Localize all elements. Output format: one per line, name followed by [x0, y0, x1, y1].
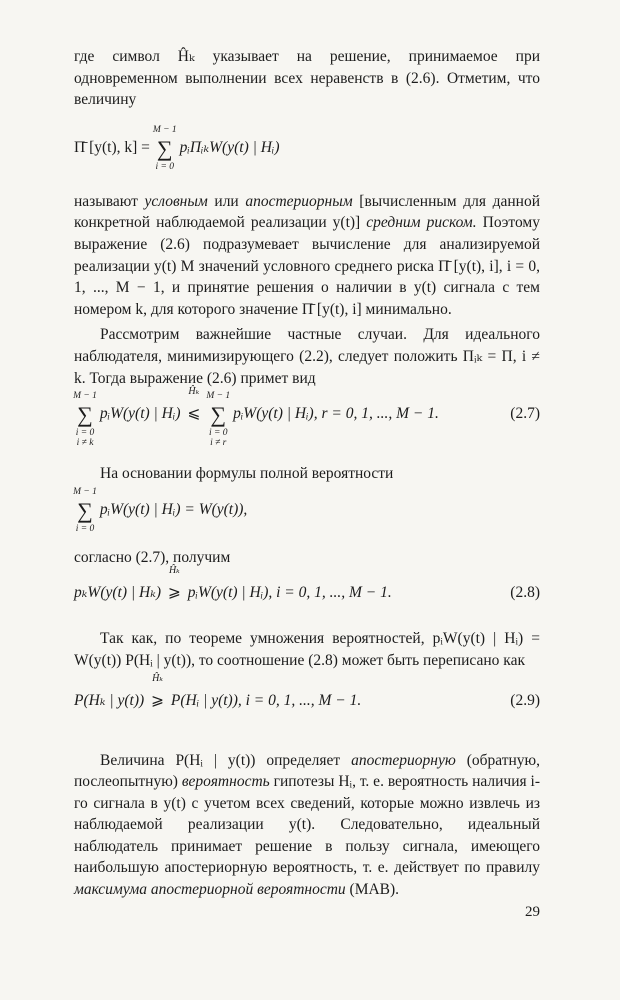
- paragraph-2-c: Поэтому выражение (2.6) подразумевает вычисление для анализируемой реализации y(t) M значений условного среднего риска Π̄ [y(t), i], i = 0, 1, ..., M − 1, и принятие решения о наличии в y(t) сигнала с тем номером k, для которого значение Π̄ [y(t), i] минимально.: [74, 214, 540, 318]
- formula-2-sum-2-bottom: i = 0: [208, 428, 228, 439]
- equation-number-2-9: (2.9): [510, 691, 540, 709]
- formula-2-sum-2-bottom-2: i ≠ r: [210, 438, 227, 449]
- formula-2-sum-1: ∑ M − 1 i = 0 i ≠ k: [73, 391, 97, 449]
- equation-number-2-7: (2.7): [510, 405, 540, 423]
- formula-3-rhs: pᵢW(y(t) | Hᵢ) = W(y(t)),: [99, 500, 248, 518]
- paragraph-1: где символ Ĥₖ указывает на решение, принимаемое при одновременном выполнении всех неравенств в (2.6). Отметим, что величину: [74, 48, 540, 109]
- term-map-rule: максимума апостериорной вероятности: [74, 881, 346, 899]
- term-conditional: условным: [144, 192, 208, 210]
- formula-2-relation-label: Ĥₖ: [188, 386, 200, 398]
- formula-5-relation: [148, 672, 167, 712]
- formula-2-mid: pᵢW(y(t) | Hᵢ): [99, 405, 181, 423]
- paragraph-5: согласно (2.7), получим: [74, 548, 231, 566]
- formula-1-sum: ∑ M − 1 i = 0: [152, 124, 177, 172]
- paragraph-7-a: Величина P(Hᵢ | y(t)) определяет: [100, 751, 352, 769]
- formula-1-sum-bottom: i = 0: [155, 161, 175, 172]
- term-average-risk: средним риском.: [366, 214, 477, 232]
- formula-5-lhs: P(Hₖ | y(t)): [74, 691, 145, 709]
- term-aposteriori-2: апостериорную: [351, 751, 456, 769]
- formula-4-relation: [165, 565, 184, 604]
- paragraph-2-or: или: [207, 192, 246, 210]
- formula-2-relation: [184, 386, 203, 425]
- formula-2-7: [73, 386, 540, 457]
- formula-2-sum-1-top: M − 1: [73, 391, 97, 402]
- formula-5-rhs: P(Hᵢ | y(t)), i = 0, 1, ..., M − 1.: [170, 691, 362, 709]
- formula-2-sum-1-bottom-2: i ≠ k: [76, 438, 94, 449]
- formula-2-relation-sign: ⩽: [187, 405, 201, 423]
- formula-total-probability: [74, 485, 540, 545]
- formula-4-relation-sign: ⩾: [167, 584, 181, 602]
- formula-2-9: [74, 672, 540, 736]
- formula-4-relation-label: Ĥₖ: [168, 565, 180, 577]
- paragraph-3: Рассмотрим важнейшие частные случаи. Для идеального наблюдателя, минимизирующего (2.2), следует положить Πᵢₖ = Π, i ≠ k. Тогда выражение (2.6) примет вид: [74, 326, 540, 387]
- equation-number-2-8: (2.8): [510, 584, 540, 602]
- page-body: [74, 46, 540, 901]
- formula-5-relation-label: Ĥₖ: [152, 672, 163, 684]
- paragraph-4: На основании формулы полной вероятности: [100, 465, 394, 483]
- paragraph-2-a: называют: [74, 192, 145, 210]
- page-number: 29: [525, 904, 540, 920]
- paragraph-7-b: (обратную, послеопытную): [74, 751, 540, 791]
- formula-2-sum-2-top: M − 1: [206, 391, 231, 402]
- term-probability: вероятность: [181, 773, 270, 791]
- formula-3-sum-bottom: i = 0: [75, 523, 95, 534]
- formula-3-sum-top: M − 1: [73, 486, 97, 497]
- formula-2-sum-2: ∑ M − 1 i = 0 i ≠ r: [206, 391, 231, 449]
- formula-4-lhs: pₖW(y(t) | Hₖ): [74, 584, 162, 602]
- formula-5-relation-sign: ⩾: [151, 691, 165, 709]
- formula-1-sum-top: M − 1: [152, 124, 177, 135]
- formula-conditional-risk: [74, 119, 540, 187]
- paragraph-7-c: гипотезы Hᵢ, т. е. вероятность наличия i-го сигнала в y(t) с учетом всех сведений, которые можно извлечь из наблюдаемой реализации y(t). Следовательно, идеальный наблюдатель принимает решение в пользу сигнала, имеющего наибольшую апостериорную вероятность, т. е. действует по правилу: [74, 773, 540, 877]
- paragraph-6: Так как, по теореме умножения вероятностей, pᵢW(y(t) | Hᵢ) = W(y(t)) P(Hᵢ | y(t)), то соотношение (2.8) может быть переписано как: [74, 630, 540, 669]
- paragraph-2: [74, 191, 540, 321]
- formula-2-sum-1-bottom: i = 0: [75, 428, 95, 439]
- formula-2-rhs: pᵢW(y(t) | Hᵢ), r = 0, 1, ..., M − 1.: [233, 405, 439, 423]
- formula-1-lhs: Π̄ [y(t), k] =: [74, 138, 150, 156]
- paragraph-7-d: (МАВ).: [345, 881, 400, 899]
- paragraph-7: [74, 750, 540, 901]
- formula-2-8: [74, 565, 540, 620]
- formula-1-rhs: pᵢΠᵢₖW(y(t) | Hᵢ): [179, 138, 280, 156]
- paragraph-2-b: [вычисленным для данной конкретной наблюдаемой реализации y(t)]: [74, 192, 540, 232]
- formula-3-sum: ∑ M − 1 i = 0: [73, 486, 97, 534]
- term-aposteriori: апостериорным: [245, 192, 353, 210]
- formula-4-rhs: pᵢW(y(t) | Hᵢ), i = 0, 1, ..., M − 1.: [187, 584, 392, 602]
